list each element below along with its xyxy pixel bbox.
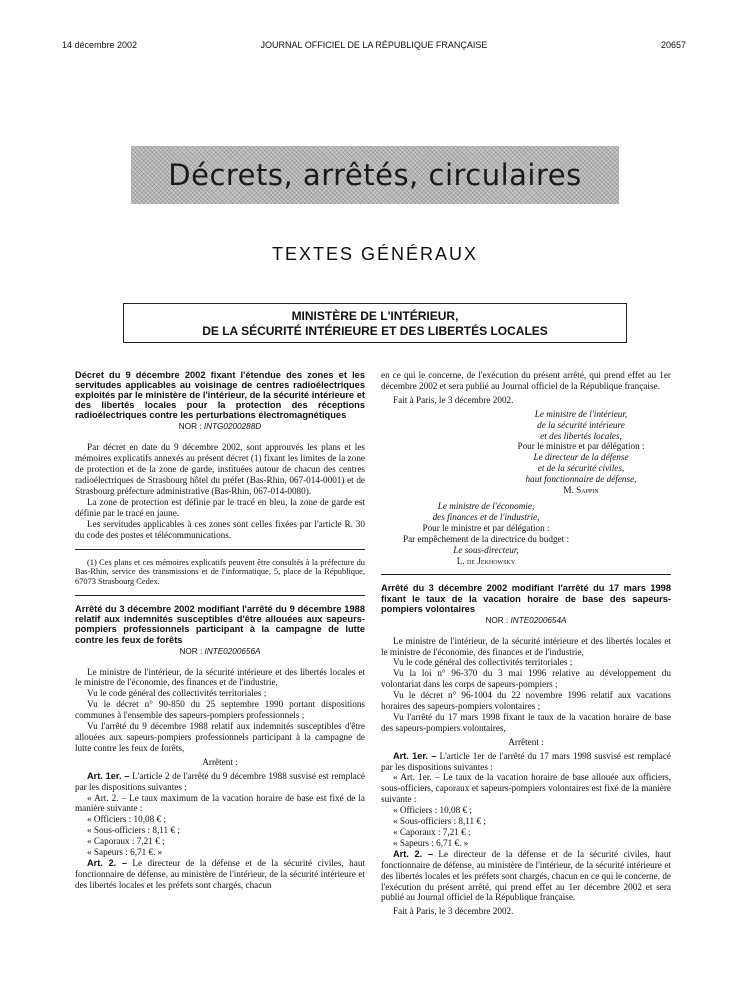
section-divider: [381, 574, 671, 575]
decree2-signature-2: [381, 501, 671, 566]
decree2-title: Arrêté du 3 décembre 2002 modifiant l'arrêté du 9 décembre 1988 relatif aux indemnités susceptibles d'être allouées aux sapeurs-pompiers professionnels participant à la campagne de lutte contre les feux de forêts: [75, 604, 365, 645]
decree3-art2-lead: Art. 2. –: [393, 848, 433, 859]
footnote-divider: [75, 549, 365, 550]
signature-line: et de la sécurité civiles,: [537, 463, 625, 474]
decree2-paragraph: Vu le code général des collectivités territoriales ;: [87, 688, 267, 699]
banner-title: Décrets, arrêtés, circulaires: [168, 158, 582, 192]
signature-line: des finances et de l'industrie,: [432, 511, 540, 522]
decree2-paragraph: Le ministre de l'intérieur, de la sécurité intérieure et des libertés locales et le ministre de l'économie, des finances et de l'industrie,: [75, 666, 365, 688]
signatory-name: L. de Jekhowsky: [456, 555, 516, 566]
decree3-paragraph: Vu le décret n° 96-1004 du 22 novembre 1996 relatif aux vacations horaires des sapeurs-pompiers volontaires ;: [381, 690, 671, 712]
decree2-paragraph: Vu l'arrêté du 9 décembre 1988 relatif aux indemnités susceptibles d'être allouées aux sapeurs-pompiers professionnels participant à la campagne de lutte contre les feux de forêts,: [75, 721, 365, 753]
decree2-arretent: Arrêtent :: [202, 756, 238, 767]
running-head: [62, 40, 686, 54]
signature-delegation: Pour le ministre et par délégation :: [517, 441, 645, 452]
decree3-article-1: [381, 751, 671, 773]
section-divider: [75, 595, 365, 596]
signature-line: de la sécurité intérieure: [537, 419, 625, 430]
decree1-footnote: (1) Ces plans et ces mémoires explicatifs peuvent être consultés à la préfecture du Bas-Rhin, service des transmissions et de l'informatique, 5, place de la République, 67073 Strasbourg Cedex.: [75, 557, 365, 587]
decree3-art2-text: Le directeur de la défense et de la sécurité civiles, haut fonctionnaire de défense, au ministère de l'intérieur, de la sécurité intérieure et des libertés locales et les préfets sont chargés, chacun en ce qui le concerne, de l'exécution du présent arrêté, qui prend effet au 1er décembre 2002 et sera publié au Journal officiel de la République française.: [381, 848, 671, 903]
decree3-arretent: Arrêtent :: [508, 736, 544, 747]
decree2-nor-label: NOR :: [179, 646, 203, 656]
decree1-paragraph: La zone de protection est définie par le tracé en bleu, la zone de garde est définie par le tracé en jaune.: [75, 496, 365, 518]
right-column: [381, 370, 671, 917]
left-column: [75, 370, 365, 891]
list-item: « Caporaux : 7,21 € ;: [393, 827, 471, 837]
decree3-nor-label: NOR :: [485, 615, 509, 625]
decree1-title: Décret du 9 décembre 2002 fixant l'étendue des zones et les servitudes applicables au voisinage de centres radioélectriques exploités par le ministère de l'intérieur, de la sécurité intérieure et des libertés locales pour la protection des réceptions radioélectriques contre les perturbations électromagnétiques: [75, 370, 365, 421]
decree3-paragraph: Vu l'arrêté du 17 mars 1998 fixant le taux de la vacation horaire de base des sapeurs-pompiers volontaires,: [381, 711, 671, 733]
decree3-paragraph: Vu le code général des collectivités territoriales ;: [393, 657, 573, 668]
list-item: « Sous-officiers : 8,11 € ;: [393, 816, 486, 827]
decree2-art1-text: L'article 2 de l'arrêté du 9 décembre 1988 susvisé est remplacé par les dispositions suivantes :: [75, 770, 366, 792]
decree3-art1-lead: Art. 1er. –: [393, 750, 437, 761]
ministry-heading: [123, 303, 627, 343]
signature-delegation: Pour le ministre et par délégation :: [422, 522, 550, 533]
list-item: « Officiers : 10,08 € ;: [87, 814, 166, 825]
decree2-article-1: [75, 771, 365, 793]
decree2-nor: [75, 647, 365, 658]
decree2-art1-lead: Art. 1er. –: [87, 770, 130, 781]
decree3-paragraph: Le ministre de l'intérieur, de la sécurité intérieure et des libertés locales et le ministre de l'économie, des finances et de l'industrie,: [381, 635, 671, 657]
ministry-line-1: MINISTÈRE DE L'INTÉRIEUR,: [291, 309, 459, 323]
decree3-art1-quote: « Art. 1er. – Le taux de la vacation horaire de base allouée aux officiers, sous-officiers, caporaux et sapeurs-pompiers volontaires est fixé de la manière suivante :: [381, 772, 671, 805]
decree2-art2-lead: Art. 2. –: [87, 857, 127, 868]
signature-impediment: Par empêchement de la directrice du budget :: [402, 533, 570, 544]
decree2-continuation: en ce qui le concerne, de l'exécution du présent arrêté, qui prend effet au 1er décembre 2002 et sera publié au Journal officiel de la République française.: [381, 370, 671, 391]
decree3-nor-code: INTE0200654A: [510, 615, 567, 625]
section-title: TEXTES GÉNÉRAUX: [271, 244, 479, 264]
decree3-title: Arrêté du 3 décembre 2002 modifiant l'arrêté du 17 mars 1998 fixant le taux de la vacation horaire de base des sapeurs-pompiers volontaires: [381, 583, 671, 614]
signature-line: haut fonctionnaire de défense,: [525, 474, 637, 485]
list-item: « Sapeurs : 6,71 €. »: [393, 837, 469, 848]
decree2-paragraph: Vu le décret n° 90-850 du 25 septembre 1990 portant dispositions communes à l'ensemble des sapeurs-pompiers professionnels ;: [75, 699, 365, 721]
signature-line: Le directeur de la défense: [533, 452, 629, 463]
signatory-name: M. Sappin: [563, 485, 599, 496]
signature-line: et des libertés locales,: [540, 430, 622, 441]
list-item: « Caporaux : 7,21 € ;: [87, 836, 165, 847]
decree2-nor-code: INTE0200656A: [204, 646, 261, 656]
header-journal-title: JOURNAL OFFICIEL DE LA RÉPUBLIQUE FRANÇAISE: [260, 40, 488, 50]
signature-line: Le ministre de l'intérieur,: [534, 408, 628, 419]
decree1-nor-label: NOR :: [178, 422, 202, 432]
decree1-nor-code: INTG0200288D: [203, 422, 262, 432]
decree3-article-2: [381, 849, 671, 904]
decree1-paragraph: Par décret en date du 9 décembre 2002, sont approuvés les plans et les mémoires explicatifs annexés au présent décret (1) fixant les limites de la zone de protection et de la zone de garde, instituées autour de chacun des centres radioélectriques de Strasbourg hôtel du préfet (Bas-Rhin, 067-014-0001) et de Strasbourg préfecture administrative (Bas-Rhin, 067-014-0080).: [75, 442, 365, 496]
list-item: « Sous-officiers : 8,11 € ;: [87, 825, 180, 836]
decree3-art1-text: L'article 1er de l'arrêté du 17 mars 1998 susvisé est remplacé par les dispositions suivantes :: [381, 750, 671, 772]
list-item: « Sapeurs : 6,71 €. »: [87, 847, 163, 858]
decree2-article-2: [75, 858, 365, 891]
header-date: 14 décembre 2002: [62, 40, 138, 50]
decree3-done-at: Fait à Paris, le 3 décembre 2002.: [393, 906, 514, 917]
list-item: « Officiers : 10,08 € ;: [393, 805, 472, 816]
decree2-done-at: Fait à Paris, le 3 décembre 2002.: [393, 394, 514, 405]
decree2-art1-quote: « Art. 2. – Le taux maximum de la vacation horaire de base est fixé de la manière suivante :: [75, 792, 365, 814]
signature-line: Le ministre de l'économie,: [437, 500, 535, 511]
decree1-nor: [75, 422, 365, 433]
decree2-art2-text: Le directeur de la défense et de la sécurité civiles, haut fonctionnaire de défense, au ministère de l'intérieur, de la sécurité intérieure et des libertés locales et les préfets sont chargés, chacun: [75, 857, 365, 890]
decree2-signature-1: [381, 409, 671, 496]
signature-line: Le sous-directeur,: [453, 544, 519, 555]
header-page-number: 20657: [660, 40, 686, 50]
ministry-line-2: DE LA SÉCURITÉ INTÉRIEURE ET DES LIBERTÉS LOCALES: [202, 324, 548, 338]
decree3-nor: [381, 616, 671, 627]
decree3-paragraph: Vu la loi n° 96-370 du 3 mai 1996 relative au développement du volontariat dans les corps de sapeurs-pompiers ;: [381, 668, 671, 690]
banner: [131, 146, 619, 204]
decree1-paragraph: Les servitudes applicables à ces zones sont celles fixées par l'article R. 30 du code des postes et télécommunications.: [75, 518, 365, 540]
